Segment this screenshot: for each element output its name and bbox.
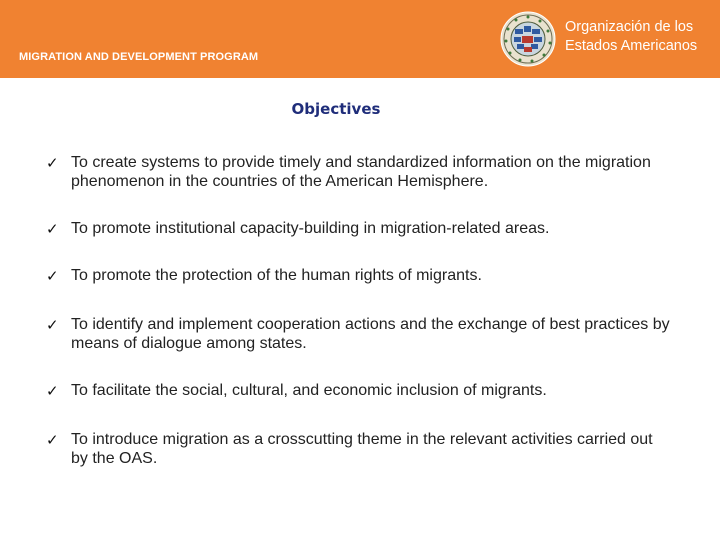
checkmark-icon: ✓ — [46, 267, 59, 285]
list-item — [46, 153, 686, 191]
list-item — [46, 219, 686, 239]
org-name-line-1: Organización de los — [565, 19, 694, 35]
oas-seal-icon — [500, 11, 556, 67]
checkmark-icon: ✓ — [46, 154, 59, 172]
objective-text: To create systems to provide timely and standardized information on the migration phenomenon in the countries of the American Hemisphere. — [71, 154, 651, 190]
page-title: Objectives — [291, 100, 381, 118]
objective-text: To introduce migration as a crosscutting theme in the relevant activities carried out by the OAS. — [71, 431, 653, 467]
checkmark-icon: ✓ — [46, 220, 59, 238]
list-item — [46, 266, 686, 286]
checkmark-icon: ✓ — [46, 382, 59, 400]
program-title: MIGRATION AND DEVELOPMENT PROGRAM — [19, 51, 259, 63]
objective-text: To promote the protection of the human rights of migrants. — [71, 267, 482, 284]
checkmark-icon: ✓ — [46, 316, 59, 334]
objective-text: To promote institutional capacity-building in migration-related areas. — [71, 220, 550, 237]
list-item — [46, 381, 686, 401]
organization-name — [565, 18, 697, 56]
list-item — [46, 430, 686, 468]
header-banner — [0, 0, 720, 78]
list-item — [46, 315, 686, 353]
checkmark-icon: ✓ — [46, 431, 59, 449]
objective-text: To identify and implement cooperation actions and the exchange of best practices by means of dialogue among states. — [71, 316, 670, 352]
org-name-line-2: Estados Americanos — [565, 38, 698, 54]
objective-text: To facilitate the social, cultural, and economic inclusion of migrants. — [71, 382, 547, 399]
